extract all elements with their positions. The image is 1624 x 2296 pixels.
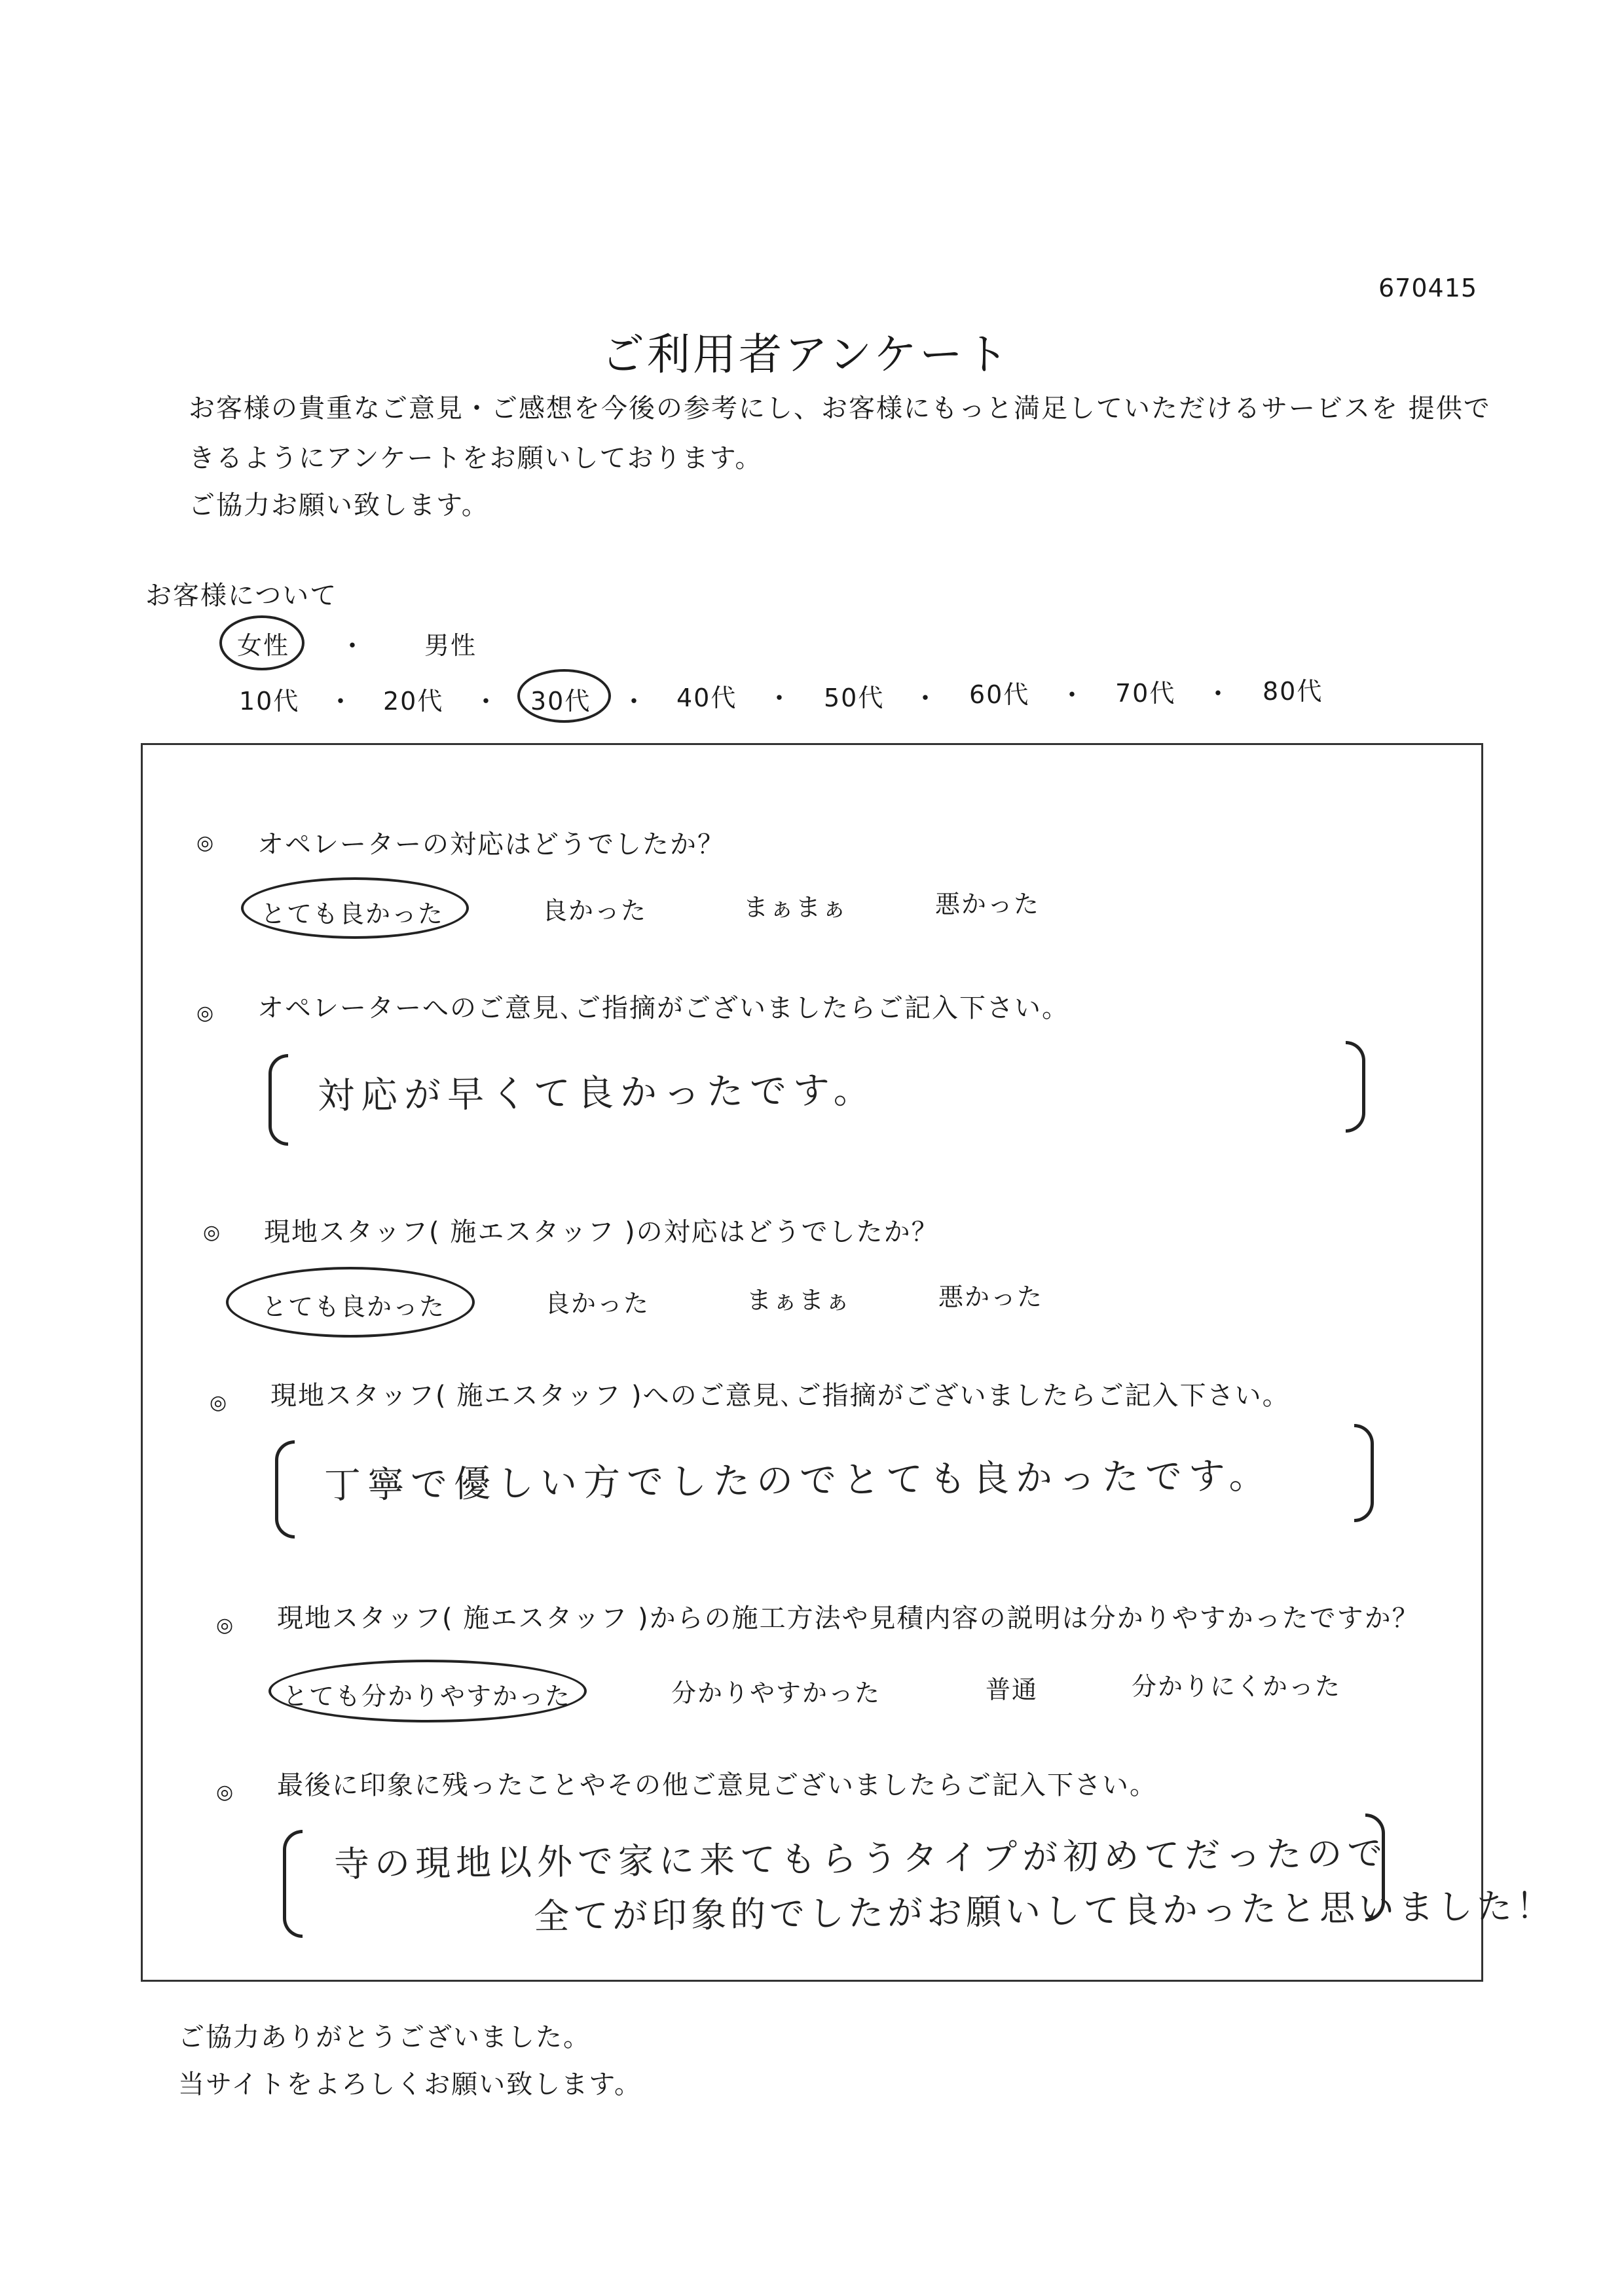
q3-selected-circle	[226, 1267, 475, 1338]
bullet-icon: ◎	[210, 1391, 227, 1414]
q6-handwritten-answer-line-1: 寺の現地以外で家に来てもらうタイプが初めてだったので	[333, 1832, 1388, 1885]
page-title: ご利用者アンケート	[601, 329, 1012, 380]
q2-handwritten-answer: 対応が早くて良かったです。	[317, 1069, 877, 1118]
selected-age-circle	[517, 669, 611, 723]
q4-handwritten-answer: 丁寧で優しい方でしたのでとても良かったです。	[323, 1454, 1272, 1507]
bullet-icon: ◎	[196, 831, 214, 854]
selected-gender-circle	[219, 615, 304, 670]
question-3: 現地スタッフ( 施エスタッフ )の対応はどうでしたか？	[264, 1217, 939, 1247]
question-4: 現地スタッフ( 施エスタッフ )へのご意見､ご指摘がございましたらご記入下さい。	[270, 1381, 1290, 1411]
intro-line-2: きるようにアンケートをお願いしております。	[189, 443, 763, 473]
right-bracket	[1354, 1424, 1374, 1522]
q1-option-okay[interactable]: まぁまぁ	[743, 893, 849, 922]
separator: ・	[327, 687, 354, 717]
q1-option-bad[interactable]: 悪かった	[935, 890, 1041, 919]
age-option-10s[interactable]: 10代	[239, 687, 300, 716]
gender-option-male[interactable]: 男性	[424, 631, 477, 660]
q6-handwritten-answer-line-2: 全てが印象的でしたがお願いして良かったと思いました！	[533, 1885, 1556, 1937]
left-bracket	[283, 1830, 303, 1938]
bullet-icon: ◎	[216, 1781, 234, 1804]
intro-line-1: お客様の貴重なご意見・ご感想を今後の参考にし、お客様にもっと満足していただけるサービスを 提供で	[189, 393, 1491, 424]
q1-selected-circle	[241, 877, 469, 939]
q3-option-very-good[interactable]: とても良かった	[262, 1292, 446, 1321]
left-bracket	[275, 1440, 295, 1539]
age-option-30s[interactable]: 30代	[530, 687, 591, 716]
q1-option-very-good[interactable]: とても良かった	[261, 900, 445, 928]
q3-option-bad[interactable]: 悪かった	[938, 1283, 1044, 1311]
left-bracket	[268, 1054, 288, 1146]
bullet-icon: ◎	[216, 1614, 234, 1637]
bullet-icon: ◎	[203, 1221, 221, 1244]
question-5: 現地スタッフ( 施エスタッフ )からの施工方法や見積内容の説明は分かりやすかったですか？	[277, 1603, 1420, 1633]
q5-option-normal[interactable]: 普通	[986, 1675, 1039, 1704]
q5-option-very-clear[interactable]: とても分かりやすかった	[283, 1682, 572, 1711]
separator: ・	[473, 687, 499, 717]
bullet-icon: ◎	[196, 1002, 214, 1025]
q5-selected-circle	[268, 1660, 587, 1722]
age-option-80s[interactable]: 80代	[1263, 677, 1323, 706]
right-bracket	[1365, 1813, 1385, 1922]
gender-option-female[interactable]: 女性	[237, 631, 290, 660]
age-option-60s[interactable]: 60代	[969, 680, 1030, 709]
separator: ・	[339, 631, 365, 661]
document-id: 670415	[1378, 274, 1478, 302]
separator: ・	[766, 683, 792, 714]
age-option-20s[interactable]: 20代	[383, 687, 444, 716]
question-1: オペレーターの対応はどうでしたか？	[257, 829, 725, 860]
q5-option-clear[interactable]: 分かりやすかった	[671, 1679, 881, 1707]
customer-heading: お客様について	[145, 581, 338, 611]
q1-option-good[interactable]: 良かった	[542, 896, 648, 925]
closing-line-1: ご協力ありがとうございました。	[178, 2022, 591, 2052]
separator: ・	[1059, 680, 1085, 710]
q3-option-okay[interactable]: まぁまぁ	[747, 1286, 852, 1315]
separator: ・	[621, 687, 647, 717]
question-2: オペレーターへのご意見､ご指摘がございましたらご記入下さい。	[257, 993, 1069, 1023]
right-bracket	[1346, 1041, 1365, 1133]
intro-line-3: ご協力お願い致します。	[189, 490, 489, 520]
closing-line-2: 当サイトをよろしくお願い致します。	[178, 2069, 642, 2100]
q3-option-good[interactable]: 良かった	[545, 1289, 650, 1318]
separator: ・	[912, 683, 938, 714]
separator: ・	[1205, 679, 1231, 709]
age-option-50s[interactable]: 50代	[824, 683, 885, 712]
question-6: 最後に印象に残ったことやその他ご意見ございましたらご記入下さい。	[277, 1770, 1157, 1800]
age-option-40s[interactable]: 40代	[676, 683, 737, 712]
q5-option-unclear[interactable]: 分かりにくかった	[1132, 1672, 1342, 1701]
age-option-70s[interactable]: 70代	[1115, 679, 1176, 708]
